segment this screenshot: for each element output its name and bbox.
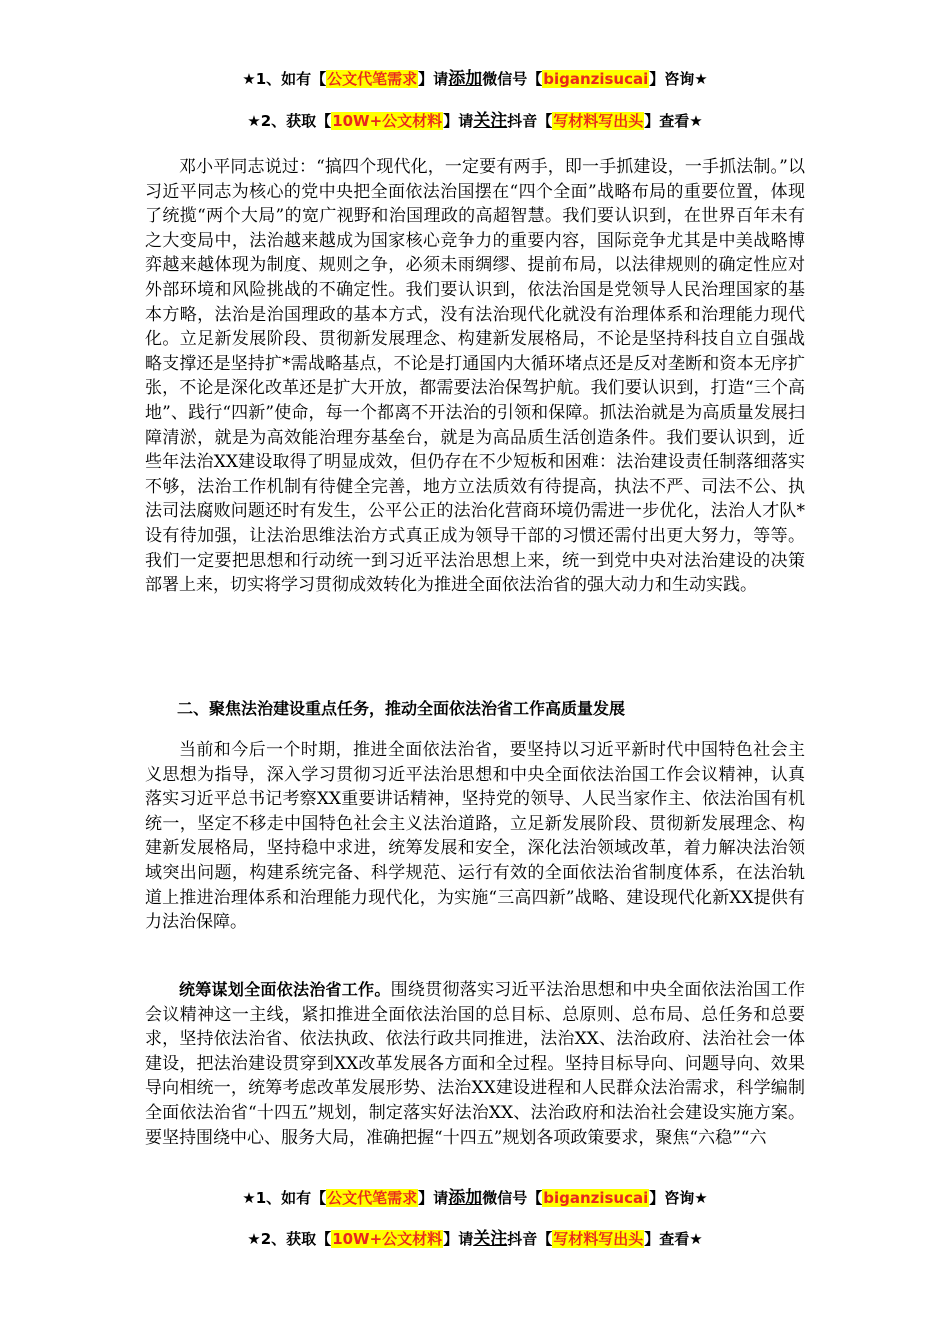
underlined-text: 关注 [473, 1229, 508, 1249]
star-icon: ★ [247, 112, 261, 130]
highlight-materials: 10W+公文材料 [332, 112, 443, 130]
paragraph-3-body: 围绕贯彻落实习近平法治思想和中央全面依法治国工作会议精神这一主线，紧扣推进全面依法治国的总目标、总原则、总布局、总任务和总要求，坚持依法治省、依法执政、依法行政共同推进，法治XX、法治政府、法治社会一体建设，把法治建设贯穿到XX改革发展各方面和全过程。坚持目标导向、问题导向、效果导向相统一，统筹考虑改革发展形势、法治XX建设进程和人民群众法治需求，科学编制全面依法治省“十四五”规划，制定落实好法治XX、法治政府和法治社会建设实施方案。要坚持围绕中心、服务大局，准确把握“十四五”规划各项政策要求，聚焦“六稳”“六 [145, 980, 805, 1148]
banner-text: 】查看★ [644, 112, 703, 130]
banner-text: 2、获取【 [260, 1230, 332, 1248]
highlight-wechat-id: biganzisucai [543, 1189, 649, 1207]
banner-text: 】请 [443, 1230, 474, 1248]
highlight-materials: 10W+公文材料 [332, 1230, 443, 1248]
highlight-service: 公文代笔需求 [327, 70, 418, 88]
top-banner-line-2 [0, 110, 950, 132]
banner-text: 】查看★ [644, 1230, 703, 1248]
highlight-wechat-id: biganzisucai [543, 70, 649, 88]
banner-text: 抖音【 [507, 1230, 553, 1248]
banner-text: 】请 [443, 112, 474, 130]
banner-text: 】咨询★ [649, 1189, 708, 1207]
banner-text: 抖音【 [507, 112, 553, 130]
banner-text: 】请 [418, 70, 449, 88]
underlined-text: 添加 [448, 69, 483, 89]
section-heading-2: 二、聚焦法治建设重点任务，推动全面依法治省工作高质量发展 [177, 699, 626, 718]
underlined-text: 添加 [448, 1188, 483, 1208]
banner-text: 】咨询★ [649, 70, 708, 88]
paragraph-1: 邓小平同志说过：“搞四个现代化，一定要有两手，即一手抓建设，一手抓法制。”以习近平同志为核心的党中央把全面依法治国摆在“四个全面”战略布局的重要位置，体现了统揽“两个大局”的宽广视野和治国理政的高超智慧。我们要认识到，在世界百年未有之大变局中，法治越来越成为国家核心竞争力的重要内容，国际竞争尤其是中美战略博弈越来越体现为制度、规则之争，必须未雨绸缪、提前布局，以法律规则的确定性应对外部环境和风险挑战的不确定性。我们要认识到，依法治国是党领导人民治理国家的基本方略，法治是治国理政的基本方式，没有法治现代化就没有治理体系和治理能力现代化。立足新发展阶段、贯彻新发展理念、构建新发展格局，不论是坚持科技自立自强战略支撑还是坚持扩*需战略基点，不论是打通国内大循环堵点还是反对垄断和资本无序扩张，不论是深化改革还是扩大开放，都需要法治保驾护航。我们要认识到，打造“三个高地”、践行“四新”使命，每一个都离不开法治的引领和保障。抓法治就是为高质量发展扫障清淤，就是为高效能治理夯基垒台，就是为高品质生活创造条件。我们要认识到，近些年法治XX建设取得了明显成效，但仍存在不少短板和困难：法治建设责任制落细落实不够，法治工作机制有待健全完善，地方立法质效有待提高，执法不严、司法不公、执法司法腐败问题还时有发生，公平公正的法治化营商环境仍需进一步优化，法治人才队*设有待加强，让法治思维法治方式真正成为领导干部的习惯还需付出更大努力，等等。我们一定要把思想和行动统一到习近平法治思想上来，统一到党中央对法治建设的决策部署上来，切实将学习贯彻成效转化为推进全面依法治省的强大动力和生动实践。 [145, 157, 805, 596]
bottom-banner-line-1 [0, 1187, 950, 1209]
banner-text: 微信号【 [482, 70, 543, 88]
paragraph-2: 当前和今后一个时期，推进全面依法治省，要坚持以习近平新时代中国特色社会主义思想为指导，深入学习贯彻习近平法治思想和中央全面依法治国工作会议精神，认真落实习近平总书记考察XX重要讲话精神，坚持党的领导、人民当家作主、依法治国有机统一，坚定不移走中国特色社会主义法治道路，立足新发展阶段、贯彻新发展理念、构建新发展格局，坚持稳中求进，统筹发展和安全，深化法治领域改革，着力解决法治领域突出问题，构建系统完备、科学规范、运行有效的全面依法治省制度体系，在法治轨道上推进治理体系和治理能力现代化，为实施“三高四新”战略、建设现代化新XX提供有力法治保障。 [145, 740, 805, 933]
bottom-banner-line-2 [0, 1228, 950, 1250]
top-banner-line-1 [0, 68, 950, 90]
highlight-douyin: 写材料写出头 [553, 112, 644, 130]
highlight-service: 公文代笔需求 [327, 1189, 418, 1207]
star-icon: ★ [242, 1189, 256, 1207]
paragraph-3 [145, 978, 805, 1150]
banner-text: 2、获取【 [260, 112, 332, 130]
highlight-douyin: 写材料写出头 [553, 1230, 644, 1248]
paragraph-3-lead: 统筹谋划全面依法治省工作。 [179, 980, 391, 999]
banner-text: 】请 [418, 1189, 449, 1207]
banner-text: 1、如有【 [255, 1189, 327, 1207]
banner-text: 1、如有【 [255, 70, 327, 88]
star-icon: ★ [242, 70, 256, 88]
underlined-text: 关注 [473, 111, 508, 131]
star-icon: ★ [247, 1230, 261, 1248]
banner-text: 微信号【 [482, 1189, 543, 1207]
